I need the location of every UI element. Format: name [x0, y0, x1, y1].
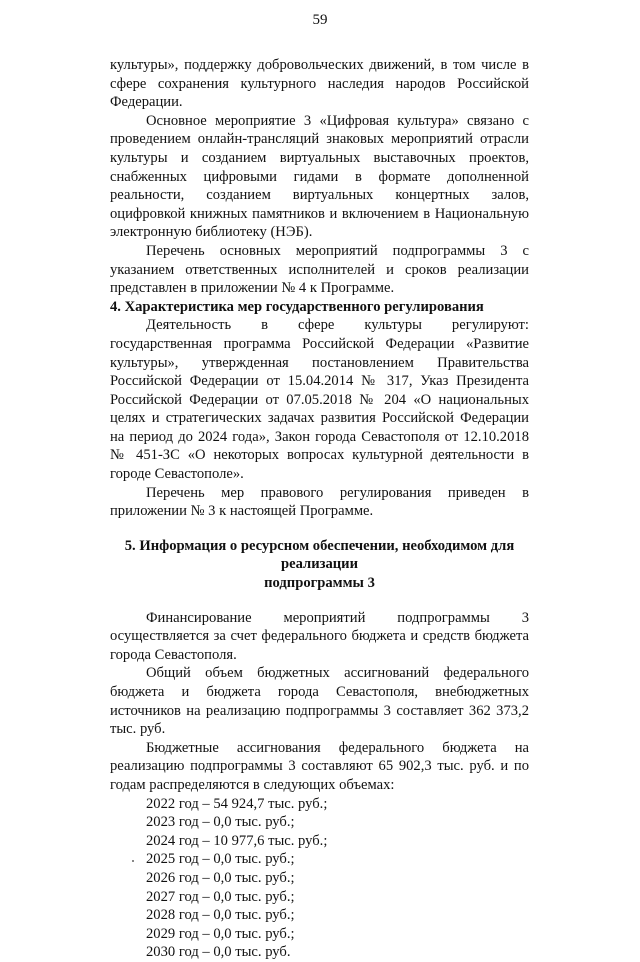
section-5-heading-line-1: 5. Информация о ресурсном обеспечении, необходимом для реализации — [124, 537, 515, 573]
section-5-heading-line-2: подпрограммы 3 — [264, 575, 375, 592]
section-4-paragraph-legal-measures: Перечень мер правового регулирования приведен в приложении № 3 к настоящей Программе. — [110, 484, 529, 520]
section-4-paragraph-regulation: Деятельность в сфере культуры регулируют: государственная программа Российской Федерации «Развитие культуры», утвержденная постановлением Правительства Российской Федерации от 15.04.2014 № 317, Указ Президента Российской Федерации от 07.05.2018 № 204 «О национальных целях и стратегических задачах развития Российской Федерации на период до 2024 года», Закон города Севастополя от 12.10.2018 № 451-ЗС «О некоторых вопросах культурной деятельности в городе Севастополе». — [110, 317, 529, 483]
section-5-heading — [110, 537, 529, 593]
budget-year-item: 2028 год – 0,0 тыс. руб.; — [146, 907, 295, 924]
budget-year-item: 2024 год – 10 977,6 тыс. руб.; — [146, 832, 328, 849]
page-number: 59 — [312, 12, 328, 28]
budget-year-item: 2023 год – 0,0 тыс. руб.; — [146, 814, 295, 831]
intro-paragraph-continuation: культуры», поддержку добровольческих движений, в том числе в сфере сохранения культурного наследия народов Российской Федерации. — [110, 57, 529, 111]
intro-paragraph-digital-culture: Основное мероприятие 3 «Цифровая культура» связано с проведением онлайн-трансляций знаковых мероприятий отрасли культуры и созданием виртуальных выставочных проектов, снабженных цифровыми гидами в формате дополненной реальности, созданием виртуальных концертных залов, оцифровкой книжных памятников и включением в Национальную электронную библиотеку (НЭБ). — [110, 112, 529, 241]
section-5-paragraph-total-volume: Общий объем бюджетных ассигнований федерального бюджета и бюджета города Севастополя, внебюджетных источников на реализацию подпрограммы 3 составляет 362 373,2 тыс. руб. — [110, 665, 529, 738]
scan-speck — [132, 860, 134, 862]
document-body — [110, 56, 529, 962]
budget-year-item: 2022 год – 54 924,7 тыс. руб.; — [146, 795, 328, 812]
section-5-paragraph-federal-budget: Бюджетные ассигнования федерального бюджета на реализацию подпрограммы 3 составляют 65 902,3 тыс. руб. и по годам распределяются в следующих объемах: — [110, 739, 529, 793]
budget-year-item: 2027 год – 0,0 тыс. руб.; — [146, 888, 295, 905]
budget-year-item: 2030 год – 0,0 тыс. руб. — [146, 944, 291, 961]
section-5-paragraph-financing: Финансирование мероприятий подпрограммы 3 осуществляется за счет федерального бюджета и средств бюджета города Севастополя. — [110, 609, 529, 663]
budget-year-item: 2026 год – 0,0 тыс. руб.; — [146, 869, 295, 886]
section-4-heading: 4. Характеристика мер государственного регулирования — [110, 298, 484, 315]
budget-year-item: 2029 год – 0,0 тыс. руб.; — [146, 925, 295, 942]
budget-year-item: 2025 год – 0,0 тыс. руб.; — [146, 851, 295, 868]
intro-paragraph-activities-list: Перечень основных мероприятий подпрограммы 3 с указанием ответственных исполнителей и сроков реализации представлен в приложении № 4 к Программе. — [110, 242, 529, 297]
budget-by-year-list — [110, 795, 529, 962]
